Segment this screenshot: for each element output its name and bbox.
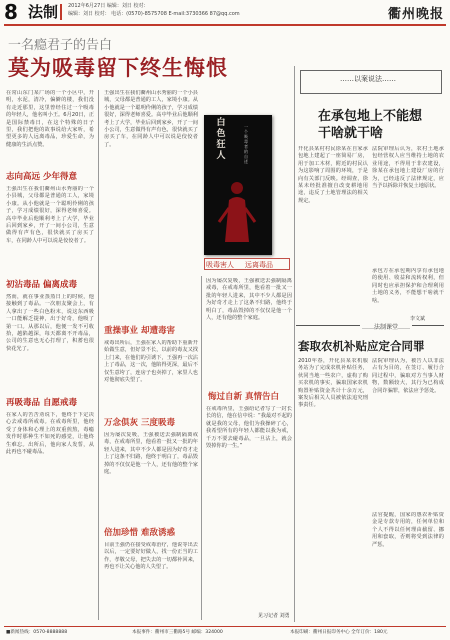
paragraph-3: 在家人的苦苦劝说下，他终于下定决心去戒毒所戒毒。在戒毒所里，他经受了身体和心理上的双重煎熬，毒瘾发作时那种生不如死的感觉，让他终生难忘。出所后，他向家人发誓，从此再也不碰毒品。 [6, 412, 94, 456]
subhead-5: 万念俱灰 三度吸毒 [104, 418, 175, 428]
paragraph-6: 在戒毒所里，王强给记者写了一封长长的信，他在信中说：“我最对不起的就是我的父母，他们为我操碎了心，我希望所有的年轻人都能以我为戒，千万不要去碰毒品，一旦沾上，就会毁掉你的一生。” [206, 406, 292, 450]
sidebar-paragraph-1: 开化县某村村民徐某在自家承包地上建起了一座简易厂房，用于加工木材，附近的村民认为这影响了周围的环境，于是向有关部门反映。经调查，徐某未经批准擅自改变耕地用途，违反了土地管理法的相关规定。 [298, 146, 368, 204]
section-name: 法制 [28, 3, 59, 21]
subhead-1: 志向高远 少年得意 [6, 172, 77, 182]
case-headline: 套取农机补贴应定合同罪 [298, 339, 425, 353]
book-cover-figure [215, 178, 259, 242]
paragraph-5: 因为屡次复吸，王强被送去强制隔离戒毒，在戒毒所里，他看着一批又一批的年轻人进来，其中不少人都是因为好奇才走上了这条不归路，他终于明白了，毒品毁掉的不仅仅是他一个人，还有他的整个家庭。 [104, 432, 198, 476]
sidebar-author: 李文斌 [410, 316, 426, 322]
caption-left: 吸毒害人 [206, 261, 234, 269]
column-divider [294, 66, 295, 622]
masthead-date: 2012年6月27日 编辑：刘日 校对： [68, 3, 149, 9]
subhead-4: 重操事业 却遭毒害 [104, 326, 175, 336]
masthead-rule [4, 24, 446, 26]
column-divider [201, 276, 202, 620]
caption-right: 远离毒品 [245, 261, 273, 269]
case-paragraph-3: 法官提醒，国家的惠农补贴资金是专款专用的，任何单位和个人不得以任何理由截留、挪用和套取，否则将受到法律的严惩。 [372, 512, 444, 548]
sidebar-paragraph-2: 法院审理后认为，农村土地承包经营权人应当维持土地的农业用途，不得用于非农建设，徐某在承包地上建设厂房的行为，已经违反了法律规定，应当予以拆除并恢复土地原状。 [372, 146, 444, 190]
subhead-2: 初沾毒品 偏离成毒 [6, 280, 77, 290]
paragraph-intro-col2: 王强出生在我们衢州山水秀丽的一个小县城，父母都是普通的工人，家境小康。从小他就是一个聪明伶俐的孩子，学习成绩很好，深得老师喜爱。高中毕业后他顺利考上了大学，毕业后回到家乡，开了一间小公司，生意做得有声有色，很快就买了房买了车，在同龄人中可以说是佼佼者了。 [104, 90, 198, 148]
book-cover-subtitle: 一个吸毒者的自述 [244, 124, 248, 164]
article-author: 见习记者 刘勇 [258, 613, 290, 619]
subhead-3: 再吸毒品 自愿戒毒 [6, 398, 77, 408]
newspaper-logo: 衢州晚报 [387, 7, 444, 22]
masthead-contact: 编辑：刘日 校对： 电话：(0570)-8575708 E-mail:3730366 87@qq.com [68, 11, 240, 17]
sidebar-section-tag: ……以案说法…… [340, 75, 396, 83]
case-paragraph-2: 法院审理认为，被告人以非法占有为目的，在签订、履行合同过程中，骗取对方当事人财物，数额较大，其行为已构成合同诈骗罪，依法应予惩处。 [372, 358, 444, 394]
footer-hotline: ■新闻热线：0570-8888888 [6, 630, 68, 635]
sidebar-paragraph-3: 承包方在承包期内享有承包地的使用、收益和流转权利，但同时也应承担保护和合理利用土地的义务，不能想干啥就干啥。 [372, 268, 444, 304]
article-headline: 莫为吸毒留下终生悔恨 [8, 56, 228, 80]
sidebar-title: 在承包地上不能想干啥就干啥 [318, 109, 423, 141]
paragraph-2: 然而，就在事业蒸蒸日上的时候，他接触到了毒品。一次朋友聚会上，有人拿出了一些白色粉末，说这东西吸一口能解乏提神，出于好奇，他吸了第一口。从那以后，他便一发不可收拾，越陷越深，每天都离不开毒品，公司的生意也无心打理了，积蓄也很快花光了。 [6, 294, 94, 352]
book-cover-title: 白色狂人 [216, 118, 226, 161]
page-number: 8 [4, 0, 18, 24]
footer-address: 本报事件：衢州市三衢路5号 邮编：324000 [132, 630, 223, 635]
case-paragraph-1: 2010年春，开化县某农机服务站为了完成农机补贴任务，伙同当地一些农户，虚构了购买农机的事实，骗取国家农机购置补贴资金共计十余万元，案发后相关人员被依法追究刑事责任。 [298, 358, 368, 409]
paragraph-1: 王强出生在我们衢州山水秀丽的一个小县城，父母都是普通的工人，家境小康。从小他就是一个聪明伶俐的孩子，学习成绩很好，深得老师喜爱。高中毕业后他顺利考上了大学，毕业后回到家乡，开了一间小公司，生意做得有声有色，很快就买了房买了车，在同龄人中可以说是佼佼者了。 [6, 186, 94, 244]
article-kicker: 一名瘾君子的告白 [8, 38, 113, 53]
column-divider [98, 90, 99, 620]
subhead-6: 悔过自新 真情告白 [208, 392, 279, 402]
legal-section-tag: ……法制课堂…… [362, 324, 411, 331]
subhead-7: 倍加珍惜 难敌诱惑 [104, 528, 175, 538]
article-lead: 在常山东门某广场的一个小区中，开明，水泥，清冷，偏僻的楼，我们没有走近那里，这里曾经住过一个吸毒的年轻人，他名叫小王。6月20日，正是国际禁毒日，在这个特殊的日子里，我们把他的故事说给大家听，希望更多的人远离毒品，珍爱生命，为健康的生活点赞。 [6, 90, 94, 148]
paragraph-col3-top: 因为屡次复吸，王强被送去强制隔离戒毒，在戒毒所里，他看着一批又一批的年轻人进来，其中不少人都是因为好奇才走上了这条不归路，他终于明白了，毒品毁掉的不仅仅是他一个人，还有他的整个家庭。 [206, 278, 292, 322]
footer-printer: 本报印刷：衢州日报印务中心 全年订价：180元 [290, 630, 388, 635]
masthead-divider [60, 4, 62, 20]
footer-rule [4, 626, 446, 627]
paragraph-4: 戒毒出所后，王强在家人的帮助下重新开始做生意，但好景不长，以前的毒友又找上门来，在他们的引诱下，王强再一次沾上了毒品，这一次，他陷得更深，最后不仅生意垮了，连房子也卖掉了，家里人也对他彻底失望了。 [104, 340, 198, 384]
paragraph-7: 目前王强仍在接受戒毒治疗，他说等出去以后，一定要好好做人，找一份正当的工作，孝敬父母，把失去的一切都补回来，再也不让关心他的人失望了。 [104, 542, 198, 571]
